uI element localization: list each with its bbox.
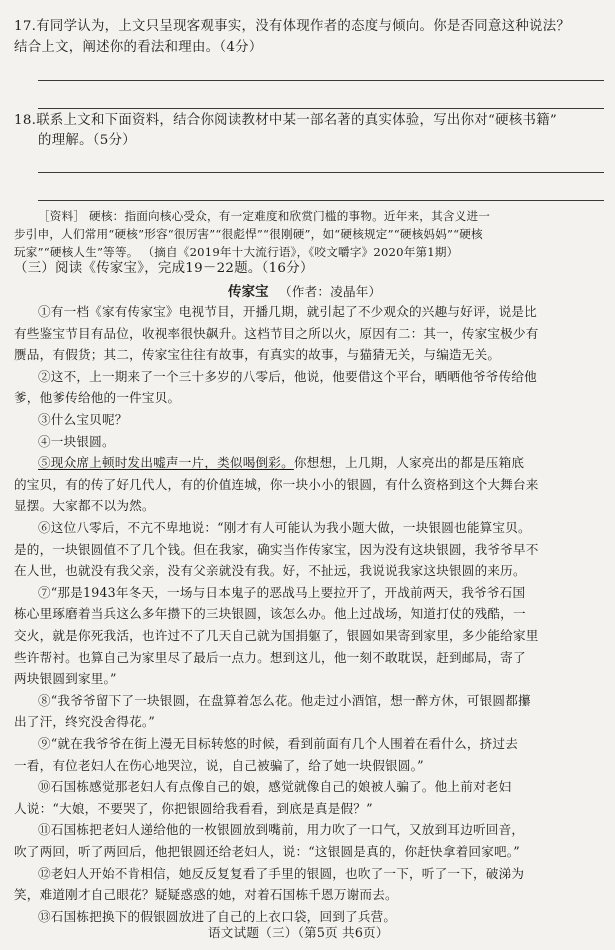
story-line: 人说：“大娘，不要哭了，你把银圆给我看看，到底是真是假？” xyxy=(14,800,373,816)
material-line-3: 玩家”“硬核人生”等等。 （摘自《2019年十大流行语》，《咬文嚼字》2020年第1期） xyxy=(14,245,459,259)
q18-line-1: 18.联系上文和下面资料，结合你阅读教材中某一部名著的真实体验，写出你对“硬核书籍” xyxy=(14,113,558,128)
story-line: 笑，难道刚才自己眼花？疑疑惑惑的她，对着石国栋千恩万谢而去。 xyxy=(14,887,398,903)
story-line: 显摆。大家都不以为然。 xyxy=(14,498,155,514)
q17-answer-line-2[interactable] xyxy=(38,108,604,109)
story-line: 是的，一块银圆值不了几个钱。但在我家，确实当作传家宝，因为没有这块银圆，我爷爷早不 xyxy=(14,541,539,557)
story-title: 传家宝 xyxy=(228,284,269,300)
story-line: ⑪石国栋把老妇人递给他的一枚银圆放到嘴前，用力吹了一口气，又放到耳边听回音， xyxy=(38,822,525,838)
story-line: 出了汗，终究没舍得花。” xyxy=(14,714,156,730)
story-line: 有些鉴宝节目有品位，收视率很快飙升。这档节目之所以火，原因有二：其一，传家宝极少有 xyxy=(14,325,539,341)
story-line: ⑨“就在我爷爷在街上漫无目标转悠的时候，看到前面有几个人围着在看什么，挤过去 xyxy=(38,736,519,751)
story-line: 赝品，有假货；其二，传家宝往往有故事，有真实的故事，与猫猜无关，与编造无关。 xyxy=(14,347,501,363)
q17-line-1: 17.有同学认为，上文只呈现客观事实，没有体现作者的态度与倾向。你是否同意这种说法？ xyxy=(14,19,571,34)
page-footer: 语文试题（三）（第5页 共6页） xyxy=(208,925,389,940)
q17-answer-line-1[interactable] xyxy=(38,80,604,81)
story-line: 两块银圆到家里。” xyxy=(14,671,117,687)
story-line: 交火，就是你死我活，也许过不了几天自己就为国捐躯了，银圆如果寄到家里，多少能给家里 xyxy=(14,628,539,643)
story-line: 栋心里琢磨着当兵这么多年攒下的三块银圆，该怎么办。他上过战场，知道打仗的残酷，一 xyxy=(14,606,526,622)
story-line: 的宝贝，有的传了好几代人，有的价值连城，你一块小小的银圆，有什么资格到这个大舞台来 xyxy=(14,476,539,492)
story-line: ⑧“我爷爷留下了一块银圆，在盘算着怎么花。他走过小酒馆，想一醉方休，可银圆都攥 xyxy=(38,692,531,708)
story-line: ⑫老妇人开始不肯相信，她反反复复看了手里的银圆，也吹了一下，听了一下，破涕为 xyxy=(38,865,525,881)
story-line: ⑦“那是1943年冬天，一场与日本鬼子的恶战马上要拉开了，开战前两天，我爷爷石国 xyxy=(38,584,526,600)
story-line: 吹了两回，听了两回后，他把银圆还给老妇人，说：“这银圆是真的，你赶快拿着回家吧。” xyxy=(14,844,520,859)
story-line: ⑬石国栋把换下的假银圆放进了自己的上衣口袋，回到了兵营。 xyxy=(38,908,397,924)
story-line: ④一块银圆。 xyxy=(38,433,115,449)
story-author: （作者：凌晶年） xyxy=(279,284,382,299)
line-rest: 你想想，上几期，人家亮出的都是压箱底 xyxy=(293,455,525,471)
story-line: ⑥这位八零后，不亢不卑地说：“刚才有人可能认为我小题大做，一块银圆也能算宝贝。 xyxy=(38,520,531,535)
story-line: 一看，有位老妇人在伤心地哭泣，说，自己被骗了，给了她一块假银圆。” xyxy=(14,757,424,773)
material-line-1: ［资料］ 硬核：指面向核心受众，有一定难度和欣赏门槛的事物。近年来，其含义进一 xyxy=(38,209,491,223)
q18-answer-line-1[interactable] xyxy=(38,172,604,173)
story-line xyxy=(38,454,524,472)
story-line: ⑩石国栋感觉那老妇人有点像自己的娘，感觉就像自己的娘被人骗了。他上前对老妇 xyxy=(38,779,512,795)
story-line: ①有一档《家有传家宝》电视节目，开播几期，就引起了不少观众的兴趣与好评，说是比 xyxy=(38,304,537,319)
section-heading: （三）阅读《传家宝》，完成19－22题。（16分） xyxy=(14,261,314,276)
q18-answer-line-2[interactable] xyxy=(38,200,604,201)
story-line: 些许帮衬。也算自己为家里尽了最后一点力。想到这儿，他一刻不敢耽误，赶到邮局，寄了 xyxy=(14,649,526,665)
q17-line-2: 结合上文，阐述你的看法和理由。（4分） xyxy=(14,40,263,55)
story-line: 在人世，也就没有我父亲，没有父亲就没有我。好，不扯远，我说说我家这块银圆的来历。 xyxy=(14,563,526,579)
q18-line-2: 的理解。（5分） xyxy=(38,133,136,148)
story-line: 爹，他爹传给他的一件宝贝。 xyxy=(14,390,181,406)
material-line-2: 步引申，人们常用“硬核”形容“很厉害”“很彪悍”“很刚硬”，如“硬核规定”“硬核妈妈”“硬核 xyxy=(14,227,483,241)
story-line: ②这不，上一期来了一个三十多岁的八零后，他说，他要借这个平台，晒晒他爷爷传给他 xyxy=(38,368,537,384)
underlined-phrase: ⑤现众席上顿时发出嘘声一片，类似喝倒彩。 xyxy=(38,455,294,471)
story-title-row xyxy=(228,283,448,301)
story-line: ③什么宝贝呢？ xyxy=(38,412,128,427)
